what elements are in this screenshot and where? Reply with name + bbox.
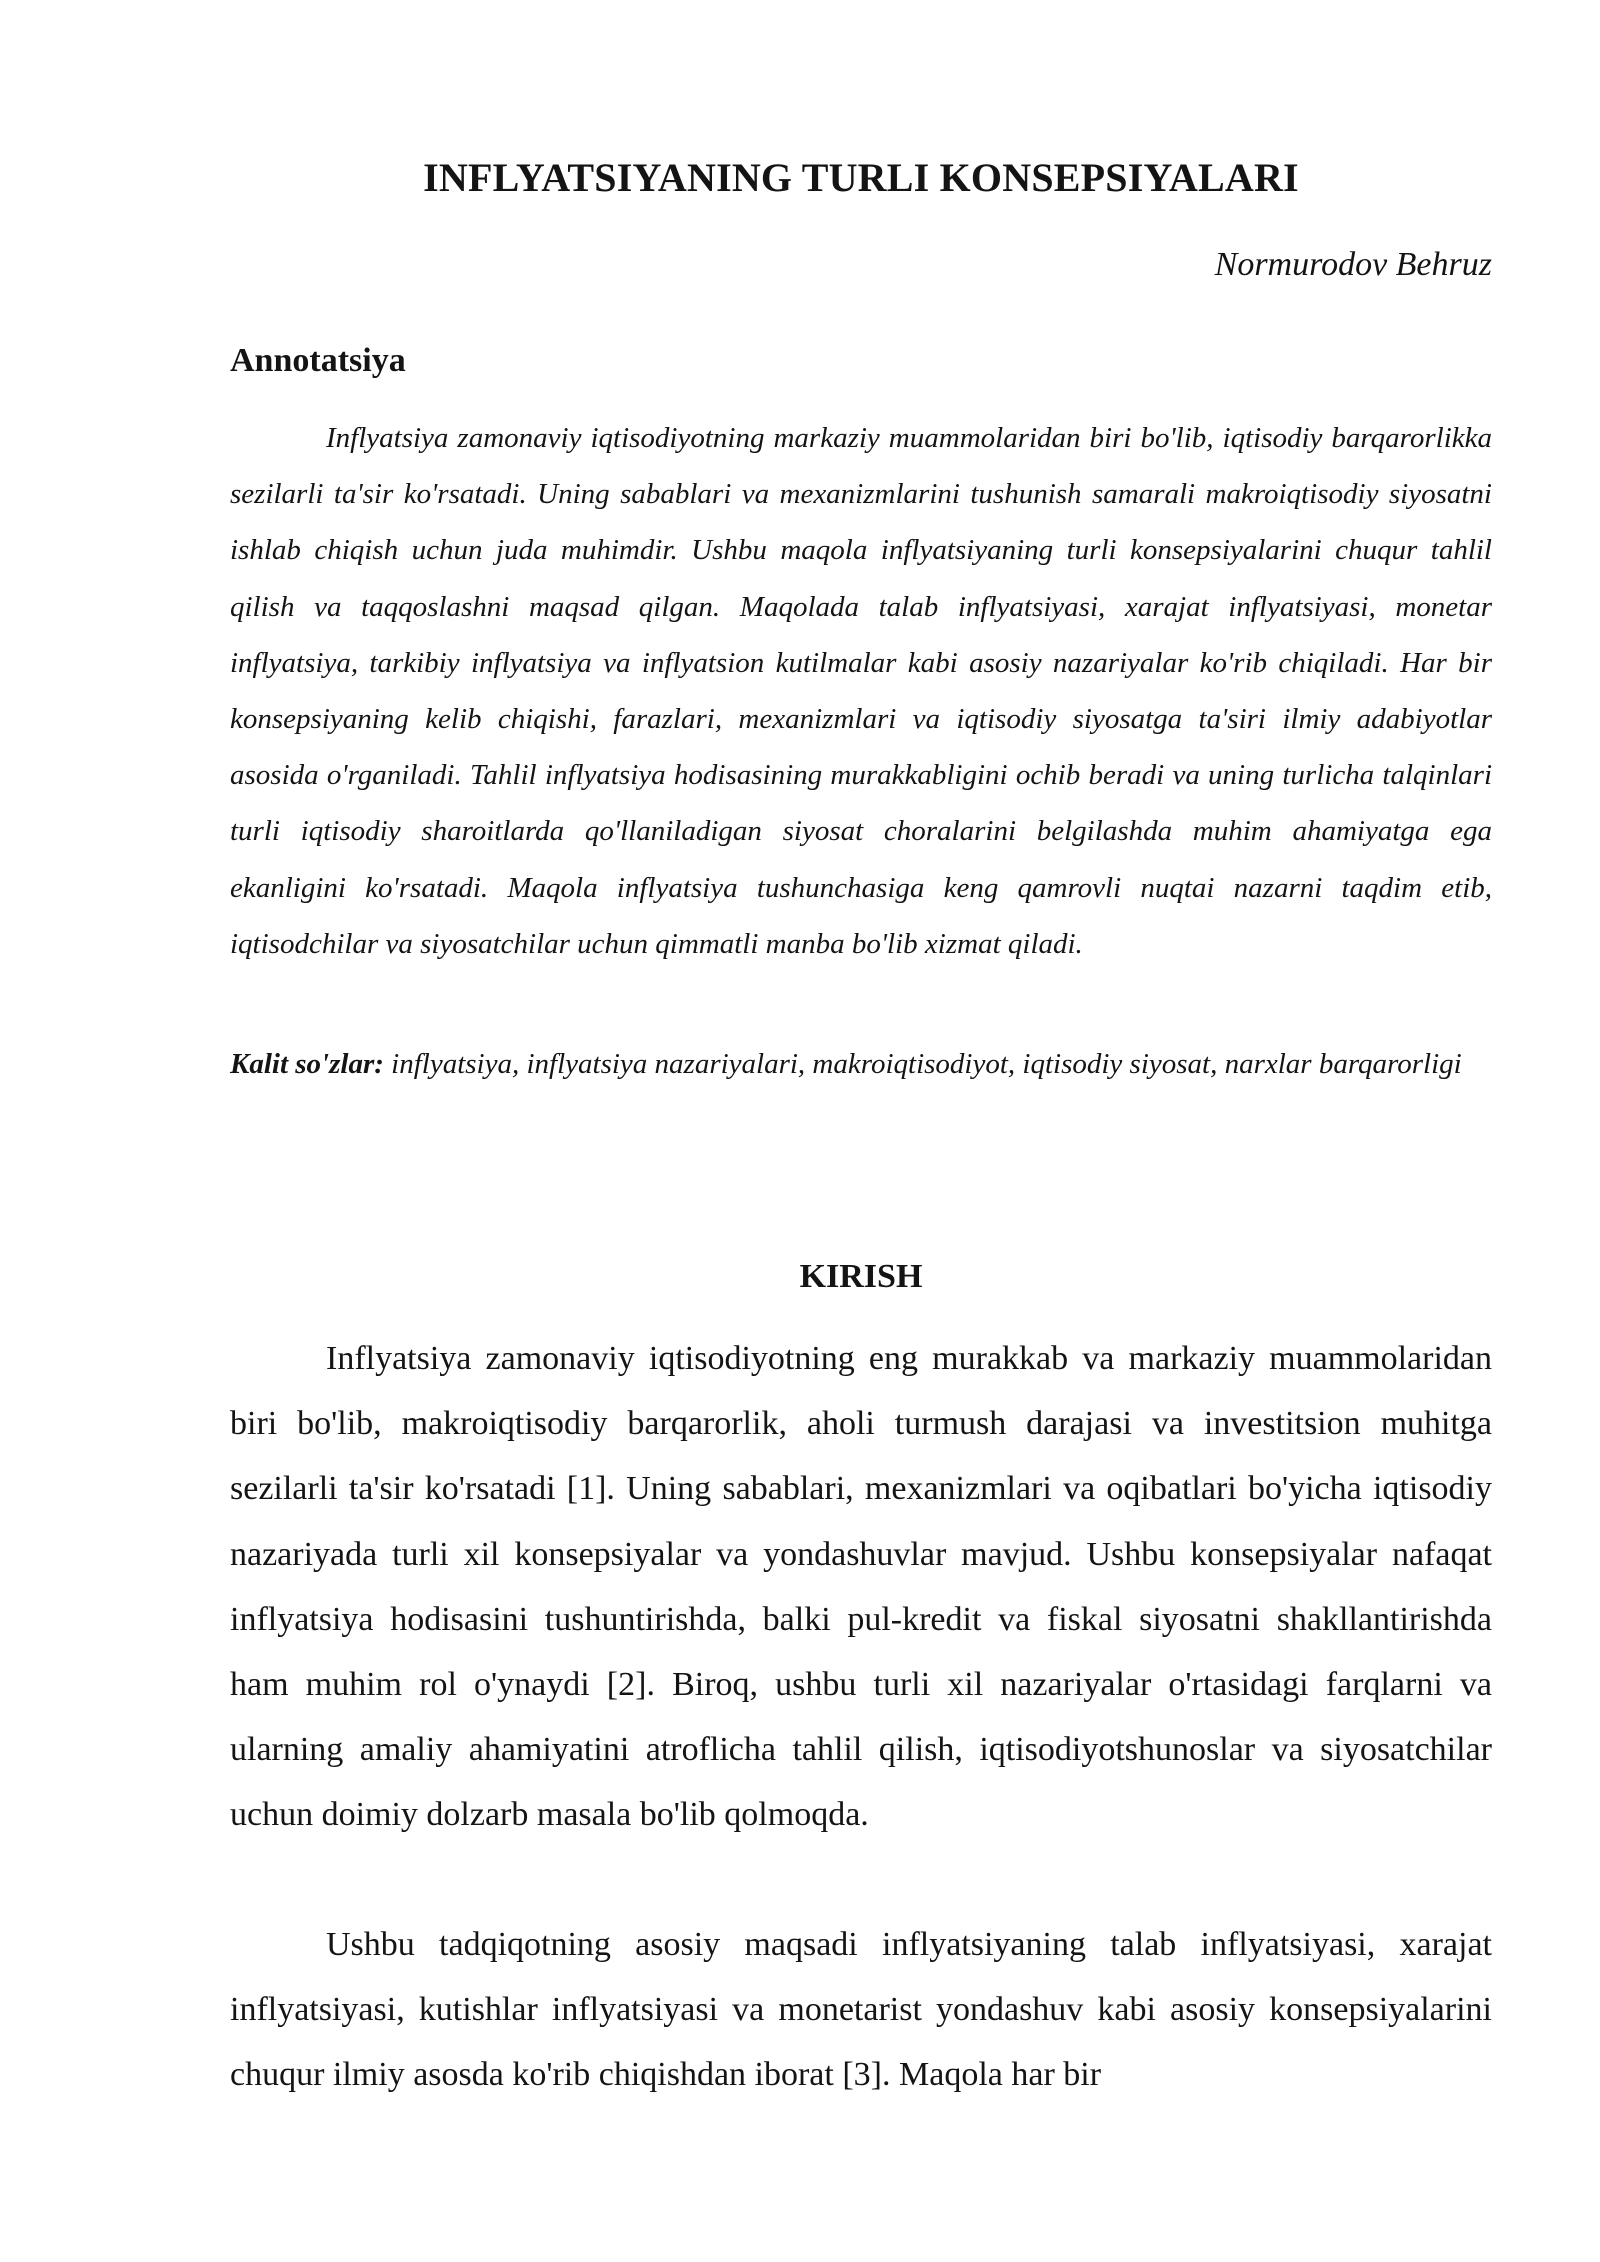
keywords-text: inflyatsiya, inflyatsiya nazariyalari, makroiqtisodiyot, iqtisodiy siyosat, narxlar barqarorligi — [391, 1048, 1462, 1080]
abstract-text: Inflyatsiya zamonaviy iqtisodiyotning markaziy muammolaridan biri bo'lib, iqtisodiy barqarorlikka sezilarli ta'sir ko'rsatadi. Uning sabablari va mexanizmlarini tushunish samarali makroiqtisodiy siyosatni ishlab chiqish uchun juda muhimdir. Ushbu maqola inflyatsiyaning turli konsepsiyalarini chuqur tahlil qilish va taqqoslashni maqsad qilgan. Maqolada talab inflyatsiyasi, xarajat inflyatsiyasi, monetar inflyatsiya, tarkibiy inflyatsiya va inflyatsion kutilmalar kabi asosiy nazariyalar ko'rib chiqiladi. Har bir konsepsiyaning kelib chiqishi, farazlari, mexanizmlari va iqtisodiy siyosatga ta'siri ilmiy adabiyotlar asosida o'rganiladi. Tahlil inflyatsiya hodisasining murakkabligini ochib beradi va uning turlicha talqinlari turli iqtisodiy sharoitlarda qo'llaniladigan siyosat choralarini belgilashda muhim ahamiyatga ega ekanligini ko'rsatadi. Maqola inflyatsiya tushunchasiga keng qamrovli nuqtai nazarni taqdim etib, iqtisodchilar va siyosatchilar uchun qimmatli manba bo'lib xizmat qiladi. — [230, 422, 1492, 960]
keywords-label: Kalit so'zlar: — [230, 1048, 384, 1080]
author-name: Normurodov Behruz — [1214, 246, 1492, 283]
paper-title: INFLYATSIYANING TURLI KONSEPSIYALARI — [423, 155, 1299, 200]
body-paragraph: Ushbu tadqiqotning asosiy maqsadi inflyatsiyaning talab inflyatsiyasi, xarajat inflyatsiyasi, kutishlar inflyatsiyasi va monetarist yondashuv kabi asosiy konsepsiyalarini chuqur ilmiy asosda ko'rib chiqishdan iborat [3]. Maqola har bir — [230, 1926, 1492, 2094]
body-paragraph: Inflyatsiya zamonaviy iqtisodiyotning eng murakkab va markaziy muammolaridan biri bo'lib, makroiqtisodiy barqarorlik, aholi turmush darajasi va investitsion muhitga sezilarli ta'sir ko'rsatadi [1]. Uning sabablari, mexanizmlari va oqibatlari bo'yicha iqtisodiy nazariyada turli xil konsepsiyalar va yondashuvlar mavjud. Ushbu konsepsiyalar nafaqat inflyatsiya hodisasini tushuntirishda, balki pul-kredit va fiskal siyosatni shakllantirishda ham muhim rol o'ynaydi [2]. Biroq, ushbu turli xil nazariyalar o'rtasidagi farqlarni va ularning amaliy ahamiyatini atroflicha tahlil qilish, iqtisodiyotshunoslar va siyosatchilar uchun doimiy dolzarb masala bo'lib qolmoqda. — [230, 1340, 1492, 1834]
section-heading-introduction: KIRISH — [799, 1258, 923, 1295]
keywords — [230, 1036, 1492, 1092]
abstract-heading: Annotatsiya — [230, 342, 406, 379]
